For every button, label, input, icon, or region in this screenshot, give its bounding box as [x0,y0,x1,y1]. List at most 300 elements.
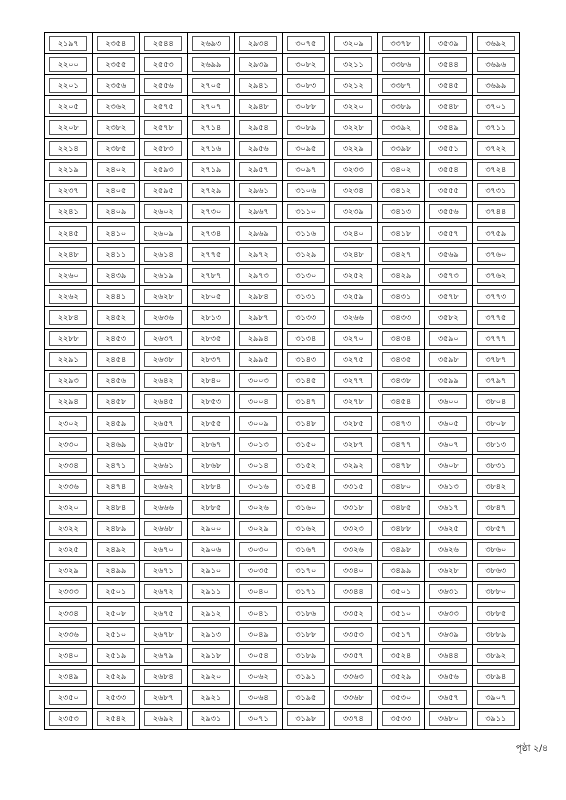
table-row [45,349,520,370]
cell-content [330,75,377,95]
roll-number: ২৬৭৮ [144,627,182,642]
table-cell [330,138,378,159]
cell-content [330,286,377,306]
roll-number: ২৫৯৫ [144,183,182,198]
table-cell [377,666,425,687]
cell-content [45,687,92,707]
cell-content [93,75,140,95]
roll-number: ৩৫৫৫ [429,183,467,198]
table-cell [425,328,473,349]
table-cell [235,201,283,222]
cell-content [473,687,520,707]
roll-number: ২৪৭৪ [97,479,135,494]
table-cell [282,159,330,180]
table-cell [282,476,330,497]
cell-content [45,96,92,116]
roll-number: ৩০৮২ [287,57,325,72]
roll-number: ৩৪০২ [382,162,420,177]
table-cell [472,560,520,581]
roll-number: ৩০২৬ [239,500,277,515]
roll-number: ২৭১৪ [192,120,230,135]
roll-number: ২৬৯২ [144,711,182,726]
cell-content [473,265,520,285]
roll-number: ২৪০৫ [97,183,135,198]
table-cell [282,391,330,412]
cell-content [93,329,140,349]
table-cell [330,391,378,412]
table-cell [140,624,188,645]
cell-content [140,286,187,306]
cell-content [473,286,520,306]
cell-content [45,561,92,581]
roll-number: ৩৫৯৯ [429,373,467,388]
roll-number: ২৮১৩ [192,310,230,325]
roll-number: ৩২৫৯ [334,289,372,304]
cell-content [283,139,330,159]
cell-content [283,392,330,412]
table-cell [330,560,378,581]
cell-content [330,455,377,475]
table-cell [187,708,235,730]
table-cell [330,117,378,138]
roll-number: ২৯৬৭ [239,204,277,219]
table-cell [45,201,93,222]
table-cell [425,180,473,201]
table-cell [472,349,520,370]
table-cell [92,307,140,328]
table-cell [45,412,93,433]
roll-number: ২২১৪ [49,141,87,156]
roll-number: ৩৬৯২ [477,36,515,51]
table-cell [187,286,235,307]
table-cell [45,539,93,560]
table-cell [472,265,520,286]
cell-content [235,33,282,53]
cell-content [473,181,520,201]
cell-content [473,476,520,496]
roll-number: ৩৪৮০ [382,479,420,494]
table-cell [235,349,283,370]
roll-number: ৩৪৫৪ [382,394,420,409]
roll-number: ৩৪২৯ [382,268,420,283]
roll-number: ২৩৩৩ [49,584,87,599]
table-row [45,645,520,666]
table-cell [140,138,188,159]
table-cell [92,687,140,708]
roll-number: ৩১৭০ [287,563,325,578]
table-cell [45,581,93,602]
cell-content [93,540,140,560]
table-cell [92,180,140,201]
cell-content [140,350,187,370]
roll-number: ৩৪৩৫ [382,352,420,367]
table-cell [282,560,330,581]
table-row [45,518,520,539]
table-cell [377,286,425,307]
table-cell [472,476,520,497]
roll-number: ২৮৫৫ [192,416,230,431]
table-cell [425,455,473,476]
cell-content [45,666,92,686]
roll-number: ২৯৫৭ [239,162,277,177]
cell-content [140,117,187,137]
cell-content [93,687,140,707]
cell-content [235,75,282,95]
table-cell [92,117,140,138]
table-cell [92,539,140,560]
table-cell [45,349,93,370]
roll-number: ৩৮৮৯ [477,627,515,642]
roll-number: ৩৫১০ [382,606,420,621]
cell-content [45,434,92,454]
table-cell [377,349,425,370]
table-cell [235,222,283,243]
table-cell [377,497,425,518]
roll-number: ৩২৮৭ [334,437,372,452]
table-cell [425,434,473,455]
cell-content [235,666,282,686]
cell-content [140,392,187,412]
table-cell [472,96,520,117]
table-cell [472,602,520,623]
roll-number: ৩০১৬ [239,479,277,494]
cell-content [45,519,92,539]
table-cell [377,624,425,645]
cell-content [140,223,187,243]
cell-content [425,582,472,602]
table-cell [187,518,235,539]
roll-number: ৩৫৪৫ [429,78,467,93]
cell-content [93,244,140,264]
table-cell [140,476,188,497]
roll-number: ২৪৬৯ [97,437,135,452]
table-cell [45,687,93,708]
cell-content [425,350,472,370]
table-cell [92,75,140,96]
table-cell [92,201,140,222]
table-cell [282,201,330,222]
table-cell [472,434,520,455]
roll-number: ২৪১০ [97,226,135,241]
table-row [45,138,520,159]
table-cell [235,307,283,328]
table-cell [140,349,188,370]
table-cell [425,244,473,265]
roll-number: ২৭৩৪ [192,226,230,241]
cell-content [283,181,330,201]
table-cell [330,159,378,180]
roll-number: ৩৩৪০ [334,563,372,578]
table-cell [140,391,188,412]
roll-number: ২৬৪৫ [144,394,182,409]
cell-content [45,350,92,370]
cell-content [378,181,425,201]
roll-number: ৩১৬০ [287,500,325,515]
table-cell [425,581,473,602]
cell-content [425,371,472,391]
table-cell [472,539,520,560]
cell-content [283,519,330,539]
cell-content [283,75,330,95]
table-cell [45,286,93,307]
roll-number: ২৪৯৯ [97,563,135,578]
cell-content [45,160,92,180]
roll-number: ২৩৪০ [49,648,87,663]
cell-content [45,603,92,623]
cell-content [378,413,425,433]
cell-content [93,307,140,327]
table-row [45,624,520,645]
table-cell [282,645,330,666]
cell-content [283,33,330,53]
cell-content [283,286,330,306]
cell-content [140,181,187,201]
roll-number: ২৬৯৩ [192,36,230,51]
cell-content [473,96,520,116]
cell-content [425,455,472,475]
table-cell [472,33,520,54]
table-cell [472,75,520,96]
roll-number: ২৪৫৯ [97,416,135,431]
table-cell [187,96,235,117]
cell-content [188,624,235,644]
roll-number: ২৪৭১ [97,458,135,473]
table-cell [187,497,235,518]
roll-number: ৩৪৩৪ [382,331,420,346]
table-cell [187,328,235,349]
roll-number: ৩৩৯২ [382,120,420,135]
table-cell [425,96,473,117]
cell-content [188,223,235,243]
table-cell [377,328,425,349]
cell-content [425,666,472,686]
roll-number: ২৫২৯ [97,669,135,684]
roll-number: ২৩৮৫ [97,141,135,156]
roll-number: ৩২৪৮ [334,247,372,262]
table-row [45,391,520,412]
cell-content [235,687,282,707]
table-cell [330,370,378,391]
roll-number: ২৮৪০ [192,373,230,388]
cell-content [330,645,377,665]
table-cell [45,391,93,412]
table-body [45,33,520,730]
table-cell [425,560,473,581]
roll-number: ৩৮৬০ [477,542,515,557]
table-cell [235,602,283,623]
roll-number: ২২৮৮ [49,331,87,346]
table-cell [187,222,235,243]
table-cell [282,581,330,602]
roll-number: ২৫৭৮ [144,120,182,135]
table-cell [377,117,425,138]
table-cell [472,244,520,265]
table-cell [425,349,473,370]
roll-number: ৩৫২৯ [382,669,420,684]
roll-number: ৩৩৫৭ [334,648,372,663]
cell-content [473,244,520,264]
table-cell [187,307,235,328]
cell-content [93,582,140,602]
roll-number: ২৯১২ [192,606,230,621]
roll-number: ২৬১৪ [144,247,182,262]
cell-content [93,519,140,539]
roll-number: ২৮৬৮ [192,458,230,473]
table-cell [235,244,283,265]
roll-number: ৩০০৪ [239,394,277,409]
cell-content [283,561,330,581]
table-cell [330,307,378,328]
table-cell [472,159,520,180]
roll-number: ২৫৫৬ [144,78,182,93]
table-row [45,180,520,201]
roll-number: ২৬৬১ [144,458,182,473]
roll-number: ৩০৯৫ [287,141,325,156]
roll-number: ২৬৯৯ [192,57,230,72]
cell-content [330,497,377,517]
roll-number: ২৯৬১ [239,183,277,198]
roll-number: ২৬৩৭ [144,331,182,346]
roll-number: ২৯১৩ [192,627,230,642]
cell-content [378,392,425,412]
cell-content [378,96,425,116]
roll-number: ৩১২৯ [287,247,325,262]
cell-content [45,624,92,644]
roll-number: ২২৪৮ [49,247,87,262]
table-cell [330,349,378,370]
cell-content [425,286,472,306]
roll-number: ৩১৩৪ [287,331,325,346]
roll-number: ৩৫৩৩ [382,711,420,726]
table-cell [472,518,520,539]
table-cell [187,539,235,560]
table-cell [425,33,473,54]
table-cell [92,602,140,623]
cell-content [473,371,520,391]
roll-number: ২৯৩৪ [239,36,277,51]
table-row [45,75,520,96]
cell-content [140,307,187,327]
table-cell [425,645,473,666]
roll-number: ২১৯৭ [49,36,87,51]
cell-content [235,624,282,644]
cell-content [93,139,140,159]
table-cell [187,581,235,602]
roll-number: ২৭৮৭ [192,268,230,283]
cell-content [473,455,520,475]
roll-number: ৩০৬৪ [239,690,277,705]
cell-content [283,329,330,349]
table-row [45,328,520,349]
table-cell [235,539,283,560]
cell-content [93,265,140,285]
cell-content [93,497,140,517]
table-cell [45,244,93,265]
table-cell [92,33,140,54]
cell-content [330,582,377,602]
cell-content [235,139,282,159]
table-cell [187,54,235,75]
cell-content [473,75,520,95]
roll-number: ৩৭৬২ [477,268,515,283]
table-cell [472,624,520,645]
cell-content [425,181,472,201]
cell-content [235,160,282,180]
cell-content [378,371,425,391]
roll-number: ৩৬০৫ [429,416,467,431]
table-cell [92,708,140,730]
cell-content [93,709,140,730]
cell-content [93,561,140,581]
table-cell [92,244,140,265]
cell-content [378,54,425,74]
table-cell [377,244,425,265]
table-cell [92,624,140,645]
roll-number: ২২৯৪ [49,394,87,409]
cell-content [330,709,377,730]
cell-content [140,244,187,264]
roll-number: ২৭৩০ [192,204,230,219]
table-cell [140,539,188,560]
cell-content [188,117,235,137]
roll-number: ৩৬৫৭ [429,690,467,705]
table-cell [45,328,93,349]
table-cell [377,560,425,581]
cell-content [140,540,187,560]
cell-content [188,202,235,222]
roll-number: ৩২৫২ [334,268,372,283]
roll-number: ২৭৭৫ [192,247,230,262]
cell-content [93,202,140,222]
table-row [45,476,520,497]
roll-number: ৩১৯৮ [287,711,325,726]
cell-content [283,160,330,180]
cell-content [235,329,282,349]
roll-number: ৩৪৩৩ [382,310,420,325]
cell-content [425,139,472,159]
cell-content [188,265,235,285]
cell-content [188,666,235,686]
table-row [45,560,520,581]
table-cell [235,370,283,391]
table-cell [45,222,93,243]
table-cell [282,412,330,433]
roll-number: ২৩৫৩ [49,711,87,726]
roll-number: ৩৩৭৮ [382,36,420,51]
roll-number: ২৮৮৪ [192,479,230,494]
roll-number: ২৯৫৬ [239,141,277,156]
cell-content [45,139,92,159]
table-cell [187,75,235,96]
roll-number: ৩০০৩ [239,373,277,388]
cell-content [93,624,140,644]
table-cell [92,222,140,243]
roll-number: ৩৫০১ [382,584,420,599]
roll-number: ৩২২০ [334,99,372,114]
table-cell [187,624,235,645]
roll-number: ৩৪৯৮ [382,542,420,557]
roll-number: ২৫৮৩ [144,141,182,156]
roll-number: ৩২৭৮ [334,394,372,409]
table-cell [377,54,425,75]
table-cell [282,624,330,645]
roll-number: ২২৪১ [49,204,87,219]
roll-number: ৩৩৮৭ [382,78,420,93]
table-cell [377,222,425,243]
table-row [45,455,520,476]
roll-number: ২৩৩০ [49,437,87,452]
roll-number: ২৯১৮ [192,648,230,663]
